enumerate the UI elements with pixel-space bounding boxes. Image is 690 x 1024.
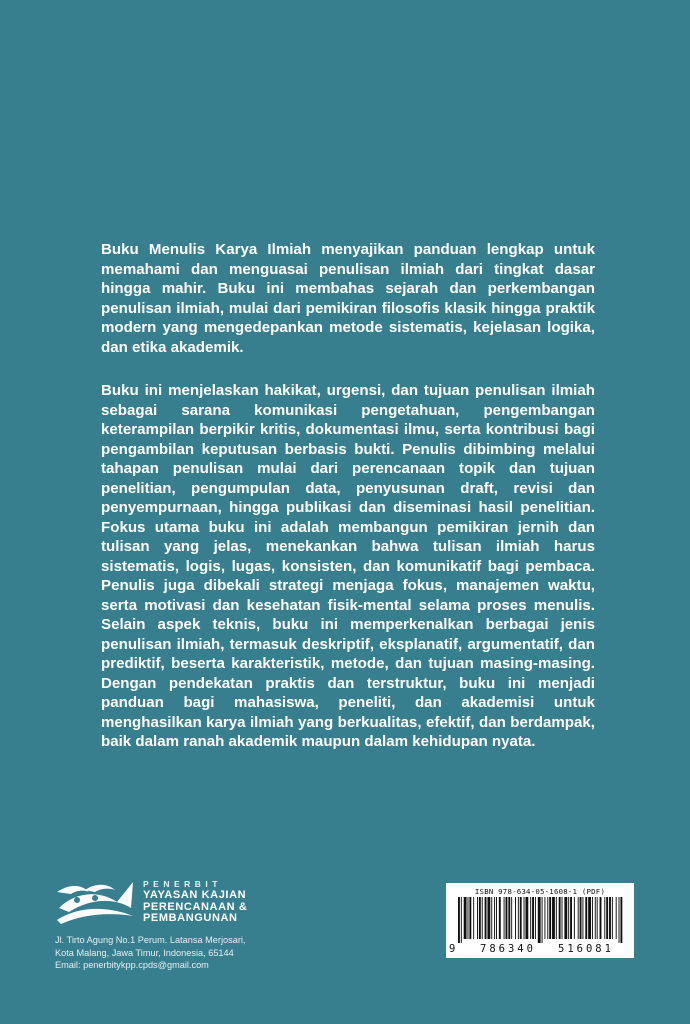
barcode-bar	[469, 897, 471, 939]
barcode-bar	[552, 897, 555, 939]
barcode-bar	[595, 897, 596, 939]
barcode-bar	[609, 897, 611, 939]
barcode-bar	[592, 897, 593, 939]
barcode-bar	[479, 897, 481, 939]
barcode-bar	[568, 897, 569, 939]
barcode-bar	[606, 897, 608, 939]
publisher-name-line-2: PERENCANAAN &	[143, 900, 248, 913]
barcode-bar	[562, 897, 563, 939]
barcode-bar	[464, 897, 467, 939]
barcode-bars	[456, 897, 624, 943]
publisher-block	[55, 878, 315, 972]
barcode-bar	[504, 897, 505, 939]
publisher-logo-row	[55, 878, 315, 926]
barcode-bar	[524, 897, 525, 939]
barcode-bar	[496, 897, 497, 939]
barcode-bar	[506, 897, 508, 939]
barcode-bar	[600, 897, 602, 939]
publisher-kicker: PENERBIT	[143, 879, 222, 889]
barcode-bar	[491, 897, 492, 939]
barcode-bar	[556, 897, 557, 939]
barcode-bar	[515, 897, 516, 939]
barcode-bar	[580, 897, 582, 939]
barcode-bar	[570, 897, 572, 939]
barcode-bar	[588, 897, 591, 939]
barcode-bar	[530, 897, 531, 939]
barcode-bar	[619, 897, 620, 943]
isbn-barcode	[446, 883, 634, 958]
barcode-bar	[508, 897, 510, 939]
barcode-bar	[487, 897, 490, 939]
barcode-bar	[542, 897, 543, 943]
publisher-address	[55, 934, 315, 972]
barcode-bar	[518, 897, 519, 939]
barcode-bar	[578, 897, 579, 939]
blurb-paragraph-2: Buku ini menjelaskan hakikat, urgensi, dan tujuan penulisan ilmiah sebagai sarana komunikasi pengetahuan, pengembangan keterampilan berpikir kritis, dokumentasi ilmu, serta kontribusi bagi pengambilan keputusan berbasis bukti. Penulis dibimbing melalui tahapan penulisan mulai dari perencanaan topik dan tujuan penelitian, pengumpulan data, penyusunan draft, revisi dan penyempurnaan, hingga publikasi dan diseminasi hasil penelitian. Fokus utama buku ini adalah membangun pemikiran jernih dan tulisan yang jelas, menekankan bahwa tulisan ilmiah harus sistematis, logis, lugas, konsisten, dan komunikatif bagi pembaca. Penulis juga dibekali strategi menjaga fokus, manajemen waktu, serta motivasi dan kesehatan fisik-mental selama proses menulis. Selain aspek teknis, buku ini memperkenalkan berbagai jenis penulisan ilmiah, termasuk deskriptif, eksplanatif, argumentatif, dan prediktif, beserta karakteristik, metode, dan tujuan masing-masing. Dengan pendekatan praktis dan terstruktur, buku ini menjadi panduan bagi mahasiswa, peneliti, dan akademisi untuk menghasilkan karya ilmiah yang berkualitas, efektif, dan berdampak, baik dalam ranah akademik maupun dalam kehidupan nyata.	[101, 382, 595, 750]
barcode-digit-lead: 9	[449, 943, 456, 955]
publisher-name-line-1: YAYASAN KAJIAN	[143, 889, 247, 901]
barcode-bar	[616, 897, 617, 939]
barcode-digits-right: 516081	[558, 943, 614, 955]
blurb-paragraph-1: Buku Menulis Karya Ilmiah menyajikan panduan lengkap untuk memahami dan menguasai penulisan ilmiah dari tingkat dasar hingga mahir. Buku ini membahas sejarah dan perkembangan penulisan ilmiah, mulai dari pemikiran filosofis klasik hingga praktik modern yang mengedepankan metode sistematis, kejelasan logika, dan etika akademik.	[101, 241, 595, 356]
barcode-bar	[620, 897, 622, 943]
barcode-bar	[461, 897, 462, 943]
back-cover-blurb	[101, 240, 595, 776]
barcode-bar	[604, 897, 605, 939]
barcode-bar	[494, 897, 495, 939]
publisher-name-line-3: PEMBANGUNAN	[143, 912, 238, 924]
barcode-bar	[582, 897, 583, 939]
barcode-bar	[612, 897, 613, 939]
barcode-bar	[585, 897, 587, 939]
barcode-bar	[525, 897, 528, 939]
address-line-1: Jl. Tirto Agung No.1 Perum. Latansa Merjosari,	[55, 935, 246, 945]
barcode-bar	[597, 897, 598, 939]
publisher-email: Email: penerbitykpp.cpds@gmail.com	[55, 960, 209, 970]
barcode-bar	[574, 897, 575, 939]
barcode-bar	[458, 897, 460, 943]
barcode-bar	[532, 897, 534, 939]
barcode-bar	[485, 897, 487, 939]
barcode-bar	[499, 897, 501, 939]
wave-swoosh-logo-icon	[55, 878, 135, 926]
barcode-bar	[549, 897, 551, 939]
barcode-bar	[520, 897, 522, 939]
barcode-bar	[564, 897, 567, 939]
isbn-label: ISBN 978-634-05-1608-1 (PDF)	[474, 887, 606, 896]
barcode-bar	[477, 897, 478, 939]
barcode-bar	[538, 897, 541, 943]
barcode-bar	[544, 897, 545, 939]
barcode-bar	[559, 897, 561, 939]
barcode-bar	[473, 897, 474, 939]
barcode-bar	[535, 897, 536, 939]
barcode-bar	[468, 897, 469, 939]
publisher-name	[143, 879, 247, 925]
address-line-2: Kota Malang, Jawa Timur, Indonesia, 65144	[55, 947, 234, 958]
barcode-bar	[482, 897, 483, 939]
barcode-digits-left: 786340	[480, 943, 536, 955]
barcode-bar	[547, 897, 548, 939]
barcode-bar	[511, 897, 512, 939]
